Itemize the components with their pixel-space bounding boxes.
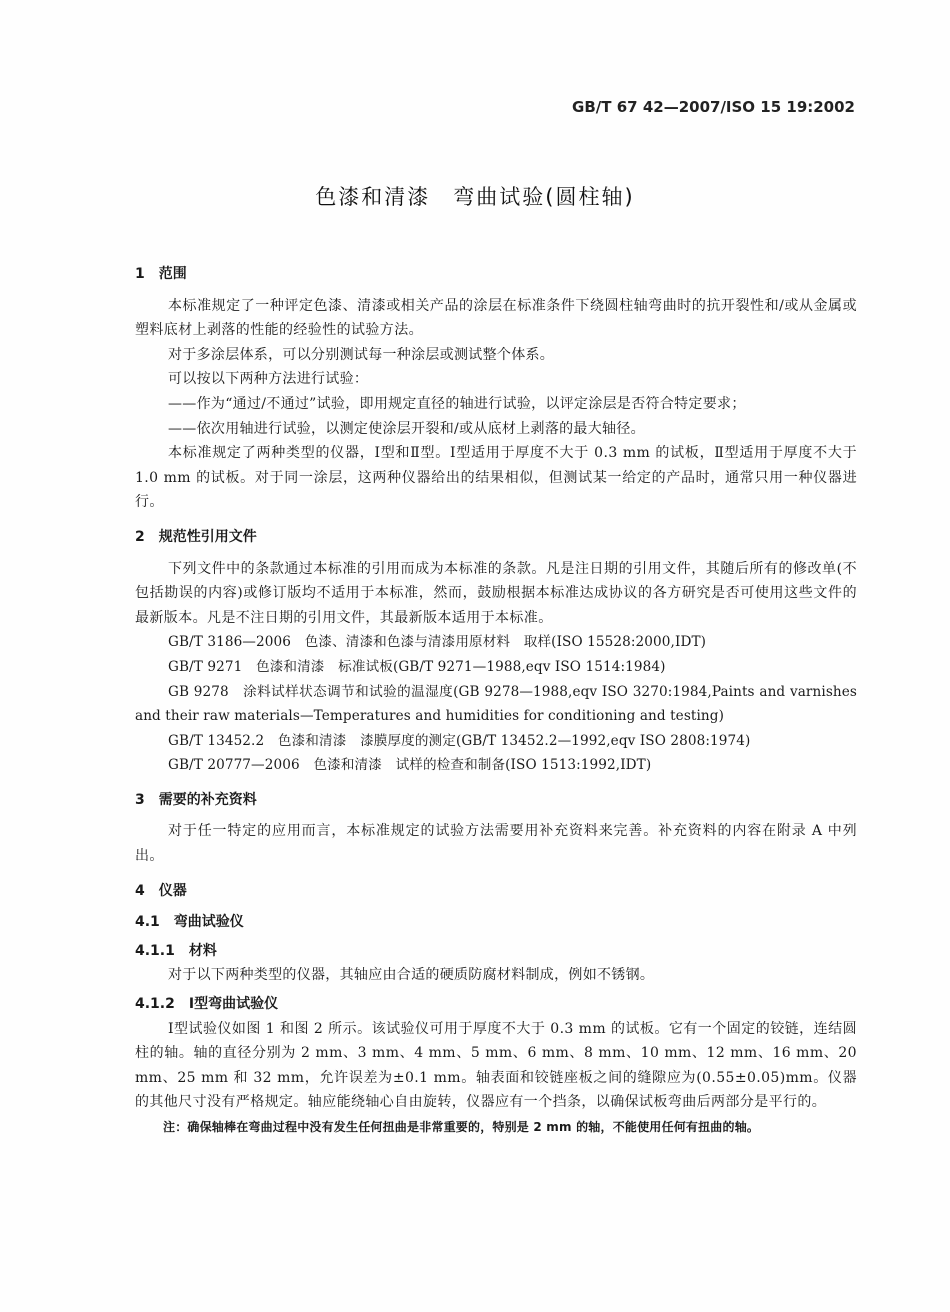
normative-reference: GB/T 3186—2006 色漆、清漆和色漆与清漆用原材料 取样(ISO 15528:2000,IDT) [168, 634, 707, 651]
subsection-4-1-2-paragraph: Ⅰ型试验仪如图 1 和图 2 所示。该试验仪可用于厚度不大于 0.3 mm 的试板。它有一个固定的铰链，连结圆柱的轴。轴的直径分别为 2 mm、3 mm、4 mm、5 mm、6 mm、8 mm、10 mm、12 mm、16 mm、20 mm、25 mm 和 32 mm，允许误差为±0.1 mm。轴表面和铰链座板之间的缝隙应为(0.55±0.05)mm。仪器的其他尺寸没有严格规定。轴应能绕轴心自由旋转，仪器应有一个挡条，以确保试板弯曲后两部分是平行的。 [135, 1020, 857, 1111]
normative-reference: GB/T 9271 色漆和清漆 标准试板(GB/T 9271—1988,eqv ISO 1514:1984) [168, 658, 666, 675]
section-3-heading: 3 需要的补充资料 [135, 791, 257, 808]
subsection-4-1-2-heading: 4.1.2 Ⅰ型弯曲试验仪 [135, 996, 279, 1013]
section-3-paragraph: 对于任一特定的应用而言，本标准规定的试验方法需要用补充资料来完善。补充资料的内容在附录 A 中列出。 [135, 823, 857, 865]
section-1-list-item: ——作为“通过/不通过”试验，即用规定直径的轴进行试验，以评定涂层是否符合特定要求； [168, 395, 746, 412]
normative-reference: GB 9278 涂料试样状态调节和试验的温湿度(GB 9278—1988,eqv ISO 3270:1984,Paints and varnishes and their raw materials—Temperatures and humidities for conditioning and testing) [135, 683, 857, 725]
section-1-paragraph: 本标准规定了一种评定色漆、清漆或相关产品的涂层在标准条件下绕圆柱轴弯曲时的抗开裂性和/或从金属或塑料底材上剥落的性能的经验性的试验方法。 [135, 297, 857, 339]
normative-reference: GB/T 13452.2 色漆和清漆 漆膜厚度的测定(GB/T 13452.2—1992,eqv ISO 2808:1974) [168, 732, 751, 749]
subsection-4-1-heading: 4.1 弯曲试验仪 [135, 914, 244, 931]
section-1-paragraph: 本标准规定了两种类型的仪器，Ⅰ型和Ⅱ型。Ⅰ型适用于厚度不大于 0.3 mm 的试板，Ⅱ型适用于厚度不大于 1.0 mm 的试板。对于同一涂层，这两种仪器给出的结果相似，但测试某一给定的产品时，通常只用一种仪器进行。 [135, 445, 857, 511]
normative-reference: GB/T 20777—2006 色漆和清漆 试样的检查和制备(ISO 1513:1992,IDT) [168, 757, 652, 774]
note: 注：确保轴棒在弯曲过程中没有发生任何扭曲是非常重要的，特别是 2 mm 的轴，不能使用任何有扭曲的轴。 [163, 1120, 760, 1134]
standard-number: GB/T 67 42—2007/ISO 15 19:2002 [572, 98, 855, 116]
section-1-heading: 1 范围 [135, 266, 187, 282]
section-2-heading: 2 规范性引用文件 [135, 528, 257, 545]
subsection-4-1-1-paragraph: 对于以下两种类型的仪器，其轴应由合适的硬质防腐材料制成，例如不锈钢。 [168, 967, 655, 984]
section-4-heading: 4 仪器 [135, 882, 187, 899]
document-title: 色漆和清漆 弯曲试验(圆柱轴) [315, 185, 635, 209]
section-1-paragraph: 对于多涂层体系，可以分别测试每一种涂层或测试整个体系。 [168, 346, 555, 363]
section-2-paragraph: 下列文件中的条款通过本标准的引用而成为本标准的条款。凡是注日期的引用文件，其随后所有的修改单(不包括勘误的内容)或修订版均不适用于本标准，然而，鼓励根据本标准达成协议的各方研究是否可使用这些文件的最新版本。凡是不注日期的引用文件，其最新版本适用于本标准。 [135, 560, 857, 626]
section-1-list-item: ——依次用轴进行试验，以测定使涂层开裂和/或从底材上剥落的最大轴径。 [168, 420, 645, 437]
subsection-4-1-1-heading: 4.1.1 材料 [135, 942, 217, 959]
document-body [135, 262, 857, 1140]
section-1-paragraph: 可以按以下两种方法进行试验： [168, 371, 369, 388]
